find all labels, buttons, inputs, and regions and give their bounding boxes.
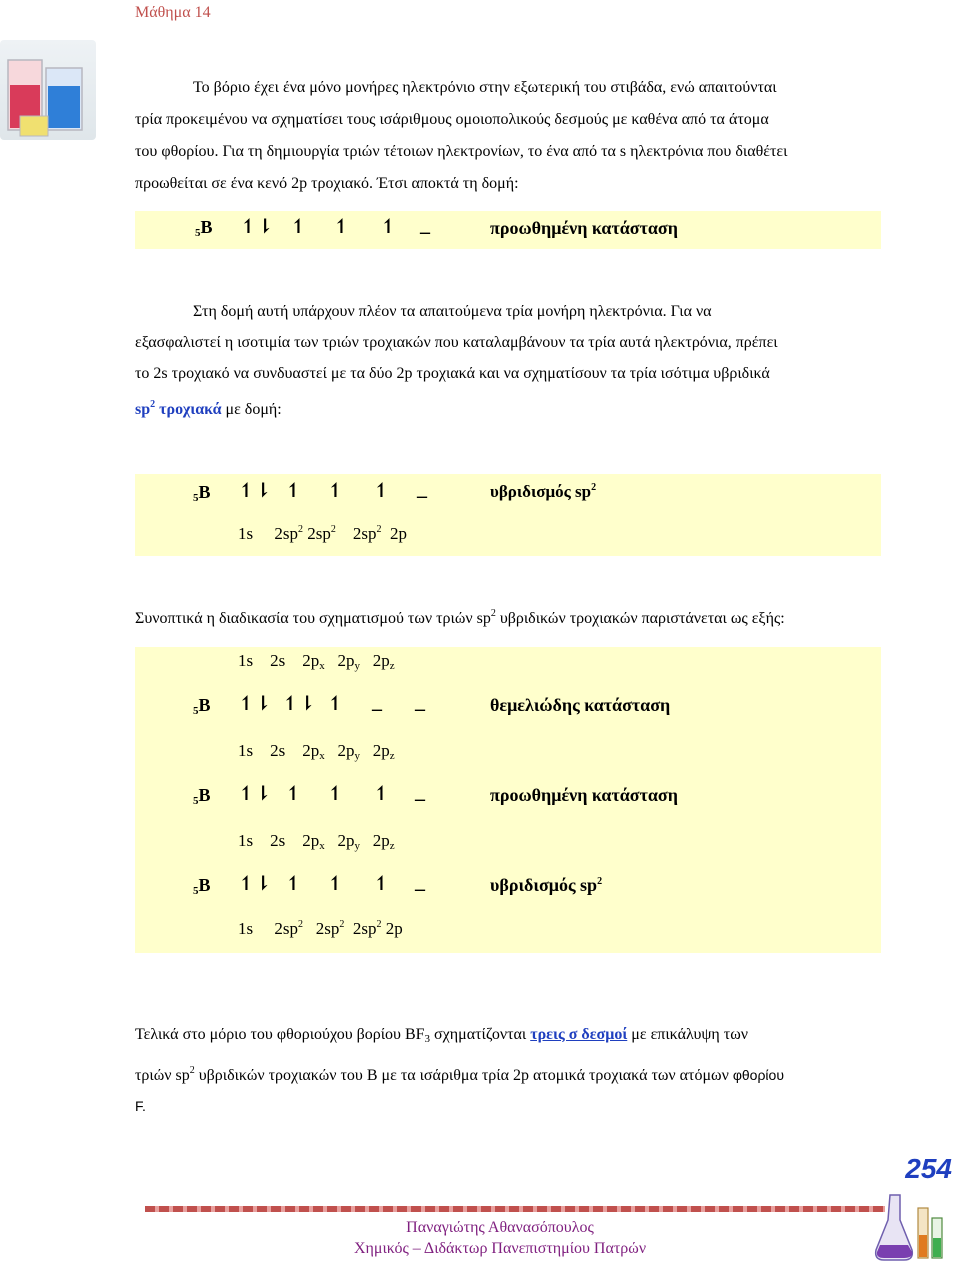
state-label: υβριδισμός $sp^2$: [490, 875, 603, 895]
summary-box: [135, 647, 881, 953]
promoted-state-box: [135, 211, 881, 249]
final-line-1: Τελικά στο μόριο του φθοριούχου βορίου $BF_3$ σχηματίζονται τρεις σ δεσμοί με επικάλυψη των: [135, 1026, 748, 1045]
final-paragraph: [135, 1019, 881, 1122]
orbital-empty: _: [415, 781, 425, 803]
intro-line: Το βόριο έχει ένα μόνο μονήρες ηλεκτρόνιο στην εξωτερική του στιβάδα, ενώ απαιτούνται: [193, 79, 777, 96]
orbital-single-arrow: ↿: [327, 480, 344, 502]
orbital-empty: _: [415, 871, 425, 893]
orbital-single-arrow: ↿: [285, 783, 302, 805]
orbital-pair-arrow: ↿⇂: [282, 693, 316, 715]
boron-symbol: $_5$B: [193, 695, 211, 717]
intro-line: προωθείται σε ένα κενό 2p τροχιακό. Έτσι αποκτά τη δομή:: [135, 175, 519, 192]
orbital-labels: 1s 2s $2p_x$ $2p_y$ $2p_z$: [238, 741, 395, 762]
orbital-pair-arrow: ↿⇂: [238, 480, 272, 502]
footer-divider: [145, 1206, 885, 1212]
orbital-empty: _: [372, 691, 382, 713]
hybrid-state-box: [135, 474, 881, 556]
footer-affiliation: Χημικός – Διδάκτωρ Πανεπιστημίου Πατρών: [353, 1240, 647, 1257]
orbital-pair-arrow: ↿⇂: [238, 693, 272, 715]
beakers-image: [0, 40, 96, 140]
orbital-single-arrow: ↿: [290, 216, 307, 238]
intro-paragraph: [135, 72, 881, 200]
orbital-single-arrow: ↿: [285, 480, 302, 502]
orbital-empty: _: [415, 691, 425, 713]
orbital-labels: 1s 2s $2p_x$ $2p_y$ $2p_z$: [238, 831, 395, 852]
final-line-2: τριών $sp^2$ υβριδικών τροχιακών του B με τα ισάριθμα τρία 2p ατομικά τροχιακά των ατόμων φθορίου: [135, 1065, 784, 1084]
para-line: $sp^2$ τροχιακά με δομή:: [135, 399, 282, 418]
state-label: υβριδισμός $sp^2$: [490, 482, 597, 501]
orbital-pair-arrow: ↿⇂: [240, 216, 274, 238]
orbital-single-arrow: ↿: [285, 873, 302, 895]
orbital-labels: 1s 2s $2p_x$ $2p_y$ $2p_z$: [238, 651, 395, 672]
page-header-title: Μάθημα 14: [135, 4, 211, 21]
orbital-pair-arrow: ↿⇂: [238, 873, 272, 895]
sigma-bonds-link[interactable]: τρεις σ δεσμοί: [530, 1026, 628, 1043]
state-label: προωθημένη κατάσταση: [490, 218, 678, 238]
orbital-single-arrow: ↿: [373, 873, 390, 895]
page-number: 254: [905, 1153, 952, 1184]
orbital-labels: 1s $2sp^2$ $2sp^2$ $2sp^2$ 2p: [238, 524, 407, 543]
orbital-single-arrow: ↿: [327, 873, 344, 895]
orbital-single-arrow: ↿: [327, 783, 344, 805]
state-label: προωθημένη κατάσταση: [490, 785, 678, 805]
orbital-single-arrow: ↿: [333, 216, 350, 238]
orbital-single-arrow: ↿: [373, 783, 390, 805]
orbital-single-arrow: ↿: [373, 480, 390, 502]
orbital-single-arrow: ↿: [327, 693, 344, 715]
intro-line: του φθορίου. Για τη δημιουργία τριών τέτοιων ηλεκτρονίων, το ένα από τα s ηλεκτρόνια που διαθέτει: [135, 143, 788, 160]
orbital-empty: _: [417, 478, 427, 500]
boron-symbol: $_5$B: [193, 875, 211, 897]
flask-icon: [870, 1190, 950, 1265]
footer-author: Παναγιώτης Αθανασόπουλος: [406, 1219, 594, 1236]
hybridization-paragraph: [135, 296, 881, 425]
para-line: Στη δομή αυτή υπάρχουν πλέον τα απαιτούμενα τρία μονήρη ηλεκτρόνια. Για να: [193, 303, 712, 320]
boron-symbol: $_5$B: [193, 482, 211, 504]
final-line-3: F.: [135, 1098, 146, 1114]
boron-symbol: $_5$B: [193, 785, 211, 807]
orbital-labels: 1s $2sp^2$ $2sp^2$ $2sp^2$ 2p: [238, 919, 403, 938]
para-line: το 2s τροχιακό να συνδυαστεί με τα δύο 2p τροχιακά και να σχηματίσουν τα τρία ισότιμα υβριδικά: [135, 365, 770, 382]
boron-symbol: $_5$B: [195, 217, 213, 239]
orbital-single-arrow: ↿: [380, 216, 397, 238]
orbital-pair-arrow: ↿⇂: [238, 783, 272, 805]
summary-line: Συνοπτικά η διαδικασία του σχηματισμού των τριών $sp^2$ υβριδικών τροχιακών παριστάνεται ως εξής:: [135, 608, 785, 627]
intro-line: τρία προκειμένου να σχηματίσει τους ισάριθμους ομοιοπολικούς δεσμούς με καθένα από τα άτομα: [135, 111, 769, 128]
orbital-empty: _: [420, 214, 430, 236]
state-label: θεμελιώδης κατάσταση: [490, 695, 671, 715]
para-line: εξασφαλιστεί η ισοτιμία των τριών τροχιακών που καταλαμβάνουν τα τρία αυτά ηλεκτρόνια, πρέπει: [135, 334, 778, 351]
